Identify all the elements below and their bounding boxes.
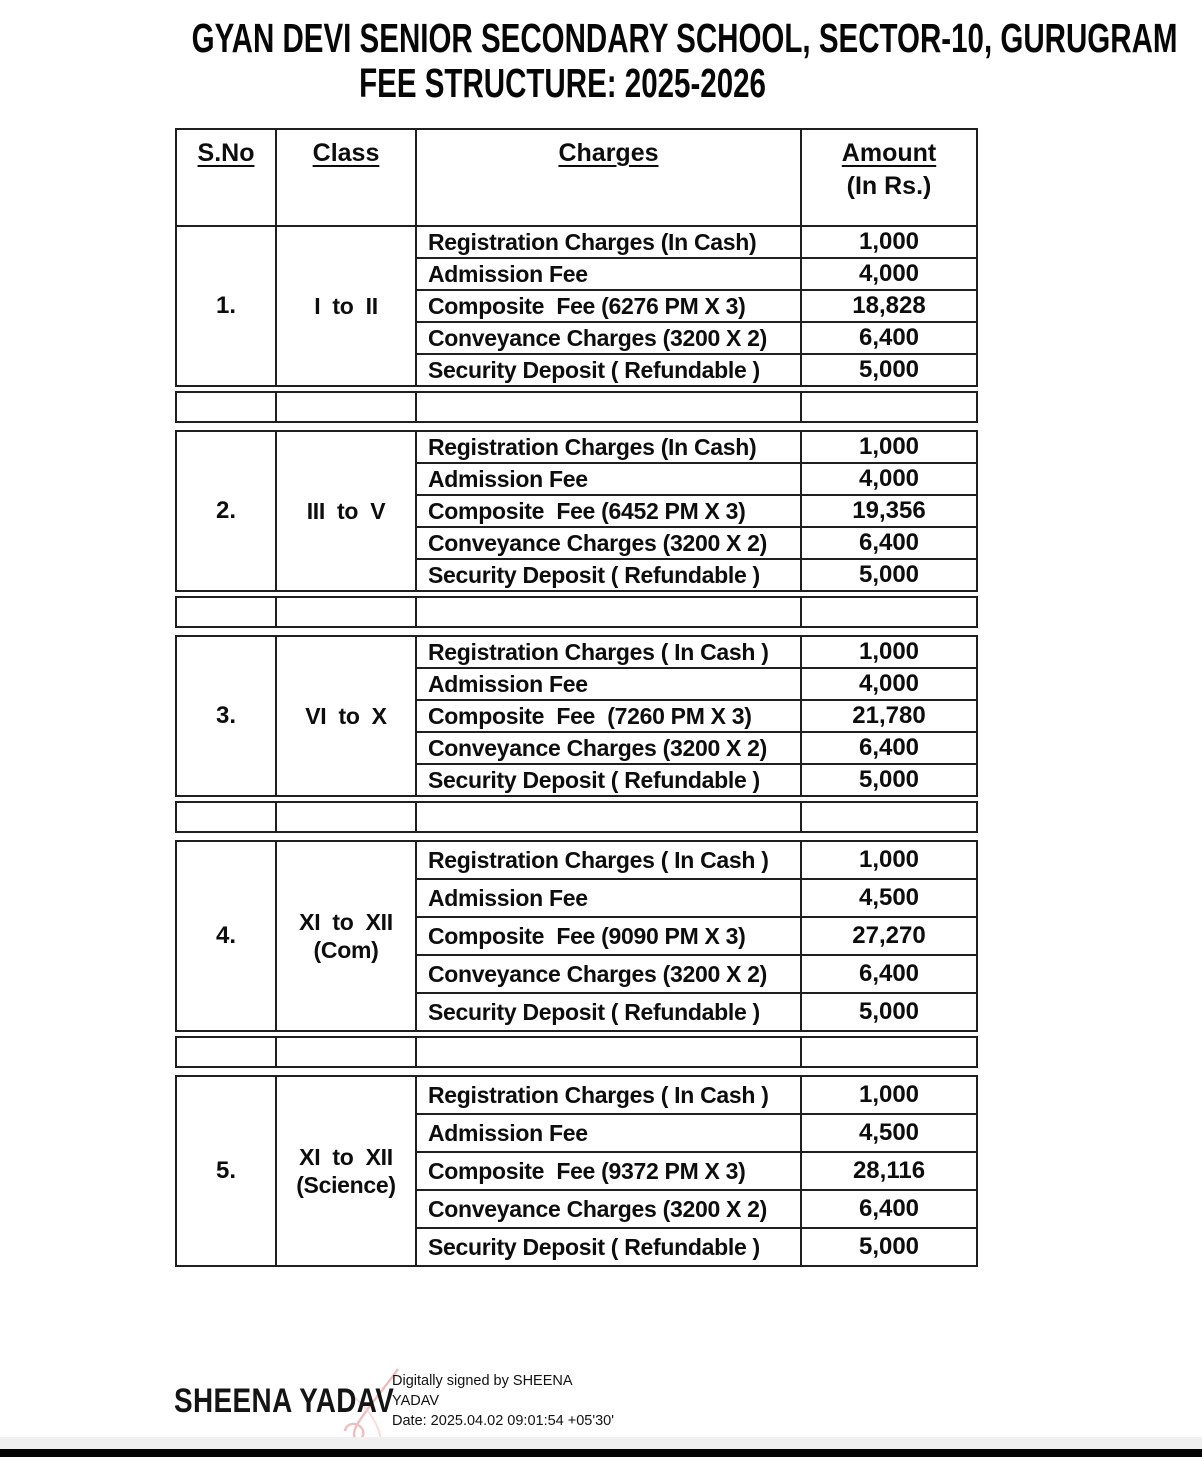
charge-cell: Security Deposit ( Refundable ): [416, 1228, 801, 1266]
table-row: [176, 226, 977, 258]
charge-cell: Security Deposit ( Refundable ): [416, 354, 801, 386]
amount-cell: 1,000: [801, 841, 977, 879]
header-cell-class: Class: [276, 129, 416, 226]
serial-cell: 3.: [176, 636, 276, 796]
charge-cell: Conveyance Charges (3200 X 2): [416, 732, 801, 764]
serial-cell: 4.: [176, 841, 276, 1031]
fee-table: [175, 128, 976, 1267]
charge-cell: Composite Fee (9372 PM X 3): [416, 1152, 801, 1190]
amount-cell: 1,000: [801, 431, 977, 463]
amount-cell: 28,116: [801, 1152, 977, 1190]
amount-cell: 6,400: [801, 322, 977, 354]
spacer-row: [175, 801, 978, 833]
document-subtitle: FEE STRUCTURE: 2025-2026: [359, 60, 766, 106]
charge-cell: Admission Fee: [416, 668, 801, 700]
amount-cell: 6,400: [801, 955, 977, 993]
school-name: GYAN DEVI SENIOR SECONDARY SCHOOL, SECTOR-10, GURUGRAM: [191, 15, 1178, 61]
charge-cell: Registration Charges ( In Cash ): [416, 841, 801, 879]
serial-cell: 5.: [176, 1076, 276, 1266]
charge-cell: Admission Fee: [416, 463, 801, 495]
charge-cell: Security Deposit ( Refundable ): [416, 559, 801, 591]
class-cell: XI to XII (Com): [276, 841, 416, 1031]
class-cell: VI to X: [276, 636, 416, 796]
charge-cell: Admission Fee: [416, 258, 801, 290]
table-row: [176, 431, 977, 463]
amount-cell: 1,000: [801, 636, 977, 668]
charge-cell: Admission Fee: [416, 1114, 801, 1152]
charge-cell: Composite Fee (9090 PM X 3): [416, 917, 801, 955]
amount-cell: 6,400: [801, 527, 977, 559]
fee-table-header: [175, 128, 978, 227]
amount-cell: 19,356: [801, 495, 977, 527]
amount-cell: 6,400: [801, 1190, 977, 1228]
class-cell: I to II: [276, 226, 416, 386]
spacer-row: [175, 391, 978, 423]
amount-cell: 21,780: [801, 700, 977, 732]
spacer-row: [175, 596, 978, 628]
charge-cell: Conveyance Charges (3200 X 2): [416, 955, 801, 993]
amount-unit-label: (In Rs.): [846, 172, 932, 200]
header-row: [176, 129, 977, 226]
charge-cell: Composite Fee (6276 PM X 3): [416, 290, 801, 322]
table-row: [176, 841, 977, 879]
fee-section-2: [175, 430, 978, 592]
fee-section-5: [175, 1075, 978, 1267]
charge-cell: Conveyance Charges (3200 X 2): [416, 527, 801, 559]
table-row: [176, 1076, 977, 1114]
charge-cell: Security Deposit ( Refundable ): [416, 764, 801, 796]
amount-cell: 5,000: [801, 354, 977, 386]
serial-cell: 2.: [176, 431, 276, 591]
charge-cell: Composite Fee (6452 PM X 3): [416, 495, 801, 527]
amount-cell: 5,000: [801, 764, 977, 796]
header-cell-sno: S.No: [176, 129, 276, 226]
serial-cell: 1.: [176, 226, 276, 386]
amount-cell: 4,000: [801, 668, 977, 700]
class-cell: III to V: [276, 431, 416, 591]
amount-cell: 4,500: [801, 879, 977, 917]
amount-cell: 4,500: [801, 1114, 977, 1152]
class-cell: XI to XII (Science): [276, 1076, 416, 1266]
charge-cell: Registration Charges (In Cash): [416, 431, 801, 463]
signature-details: [392, 1371, 692, 1431]
header-cell-amount: Amount (In Rs.): [801, 129, 977, 226]
signature-name: SHEENA YADAV: [174, 1382, 395, 1420]
amount-cell: 5,000: [801, 559, 977, 591]
charge-cell: Registration Charges (In Cash): [416, 226, 801, 258]
page-title: [0, 15, 1178, 106]
amount-cell: 27,270: [801, 917, 977, 955]
header-cell-charges: Charges: [416, 129, 801, 226]
amount-cell: 1,000: [801, 1076, 977, 1114]
charge-cell: Registration Charges ( In Cash ): [416, 636, 801, 668]
charge-cell: Admission Fee: [416, 879, 801, 917]
fee-section-3: [175, 635, 978, 797]
fee-section-1: [175, 225, 978, 387]
amount-cell: 1,000: [801, 226, 977, 258]
fee-section-4: [175, 840, 978, 1032]
amount-cell: 5,000: [801, 1228, 977, 1266]
amount-cell: 4,000: [801, 463, 977, 495]
page-break-bar: [0, 1449, 1202, 1457]
signature-details-line: YADAV: [392, 1393, 440, 1409]
charge-cell: Security Deposit ( Refundable ): [416, 993, 801, 1031]
signature-details-line: Digitally signed by SHEENA: [392, 1373, 573, 1389]
amount-cell: 4,000: [801, 258, 977, 290]
charge-cell: Conveyance Charges (3200 X 2): [416, 1190, 801, 1228]
charge-cell: Registration Charges ( In Cash ): [416, 1076, 801, 1114]
amount-cell: 6,400: [801, 732, 977, 764]
amount-cell: 5,000: [801, 993, 977, 1031]
charge-cell: Composite Fee (7260 PM X 3): [416, 700, 801, 732]
amount-cell: 18,828: [801, 290, 977, 322]
signature-details-line: Date: 2025.04.02 09:01:54 +05'30': [392, 1413, 615, 1429]
page-edge-strip: [0, 1437, 1202, 1449]
table-row: [176, 636, 977, 668]
charge-cell: Conveyance Charges (3200 X 2): [416, 322, 801, 354]
spacer-row: [175, 1036, 978, 1068]
